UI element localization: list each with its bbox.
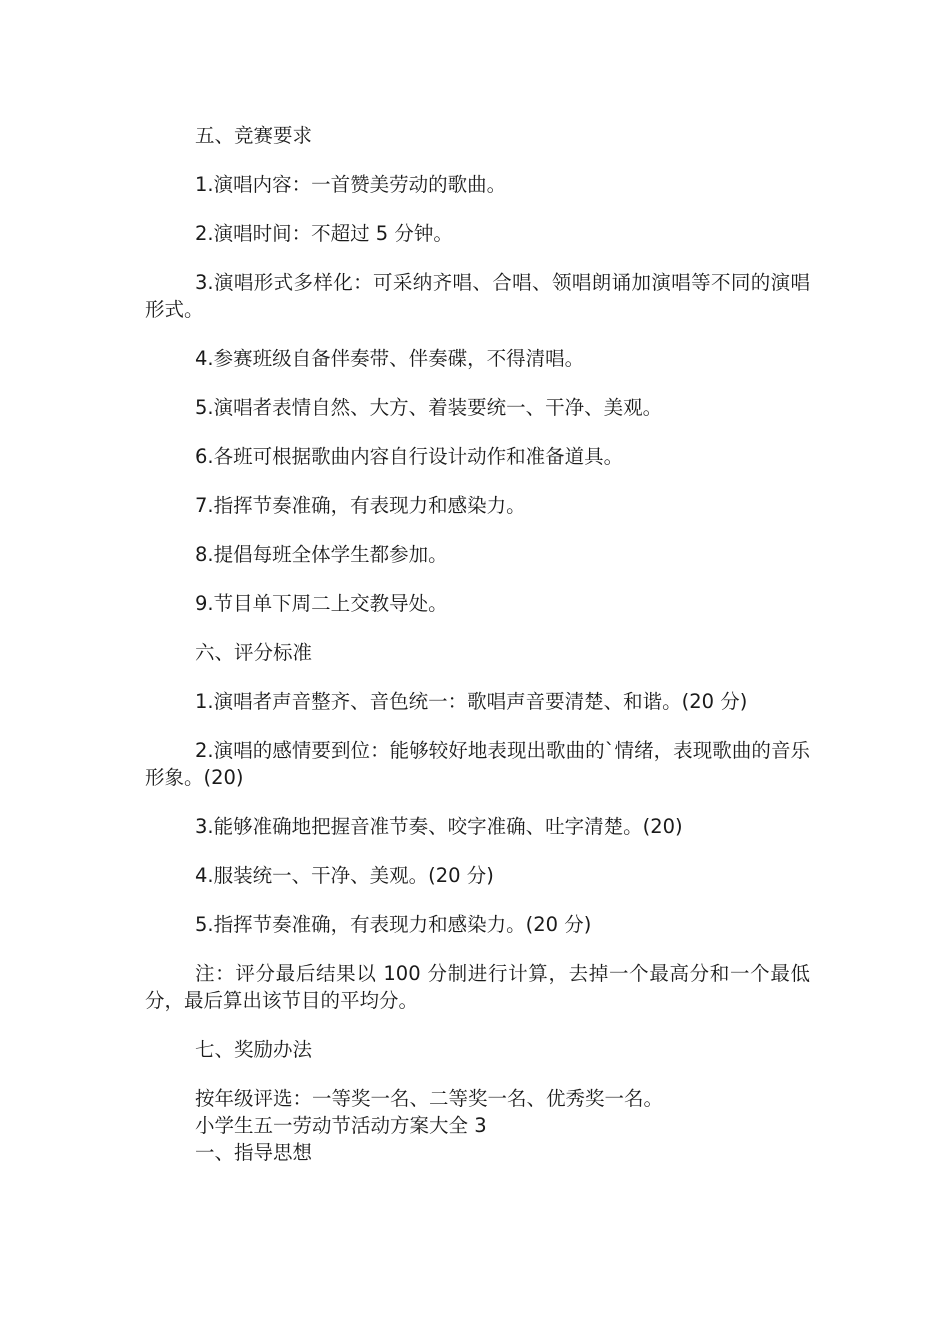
note-paragraph: 注：评分最后结果以 100 分制进行计算，去掉一个最高分和一个最低分，最后算出该节目的平均分。: [145, 962, 810, 1012]
section-heading: 六、评分标准: [195, 641, 313, 664]
document-body: [145, 122, 810, 1166]
list-item: 5.指挥节奏准确，有表现力和感染力。(20 分): [195, 913, 592, 936]
section-heading: 一、指导思想: [195, 1141, 313, 1164]
list-item: 7.指挥节奏准确，有表现力和感染力。: [195, 494, 526, 517]
document-title: 小学生五一劳动节活动方案大全 3: [195, 1114, 487, 1137]
list-item: 8.提倡每班全体学生都参加。: [195, 543, 448, 566]
list-item: 4.参赛班级自备伴奏带、伴奏碟，不得清唱。: [195, 347, 585, 370]
list-item: 5.演唱者表情自然、大方、着装要统一、干净、美观。: [195, 396, 663, 419]
award-paragraph: 按年级评选：一等奖一名、二等奖一名、优秀奖一名。: [195, 1087, 664, 1110]
list-item: 1.演唱内容：一首赞美劳动的歌曲。: [195, 173, 507, 196]
list-item: 4.服装统一、干净、美观。(20 分): [195, 864, 494, 887]
section-heading: 五、竞赛要求: [195, 124, 313, 147]
list-item: 6.各班可根据歌曲内容自行设计动作和准备道具。: [195, 445, 624, 468]
list-item: 2.演唱时间：不超过 5 分钟。: [195, 222, 453, 245]
list-item: 9.节目单下周二上交教导处。: [195, 592, 448, 615]
list-item: 3.演唱形式多样化：可采纳齐唱、合唱、领唱朗诵加演唱等不同的演唱形式。: [145, 271, 810, 321]
section-heading: 七、奖励办法: [195, 1038, 313, 1061]
list-item: 3.能够准确地把握音准节奏、咬字准确、吐字清楚。(20): [195, 815, 683, 838]
list-item: 1.演唱者声音整齐、音色统一：歌唱声音要清楚、和谐。(20 分): [195, 690, 748, 713]
list-item: 2.演唱的感情要到位：能够较好地表现出歌曲的`情绪，表现歌曲的音乐形象。(20): [145, 739, 810, 789]
